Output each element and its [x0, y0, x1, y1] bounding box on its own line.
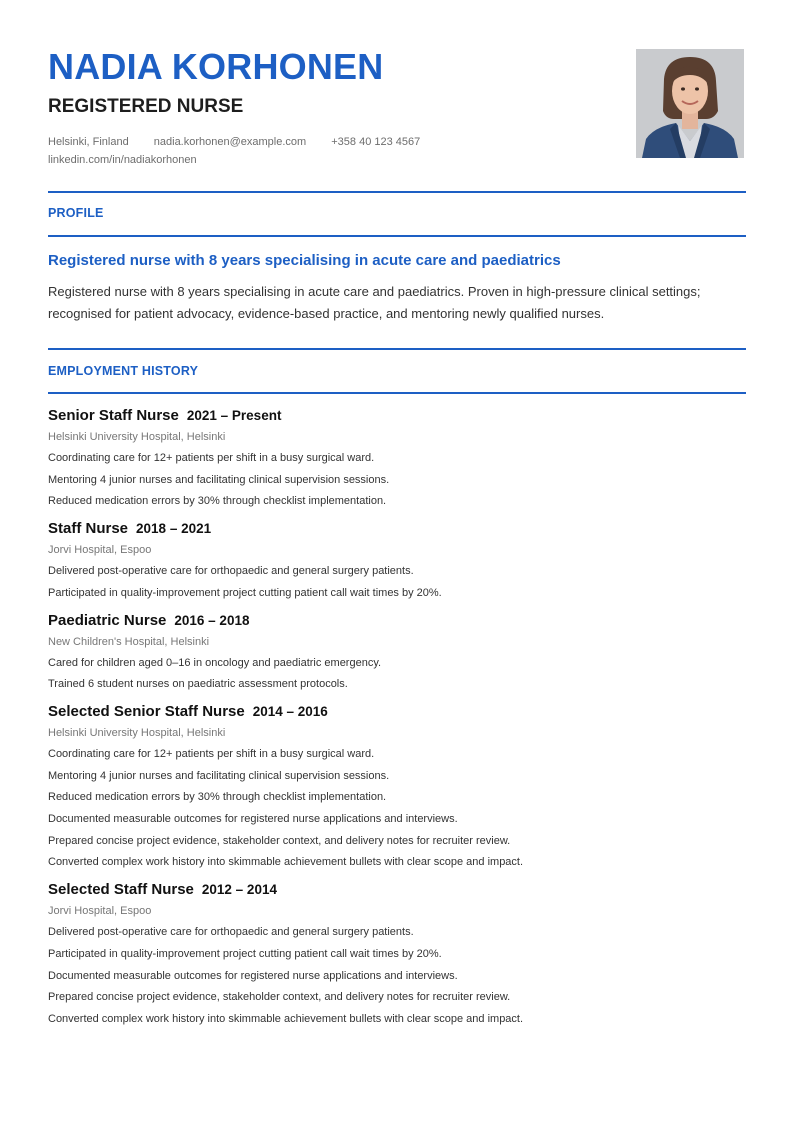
job-bullet: Prepared concise project evidence, stakeholder context, and delivery notes for recruiter review. — [48, 991, 511, 1004]
contact-info — [48, 133, 442, 169]
job-bullet: Converted complex work history into skimmable achievement bullets with clear scope and impact. — [48, 856, 524, 869]
job-role: Selected Senior Staff Nurse — [48, 702, 245, 720]
job-bullet: Coordinating care for 12+ patients per shift in a busy surgical ward. — [48, 747, 375, 760]
job-bullet: Mentoring 4 junior nurses and facilitating clinical supervision sessions. — [48, 769, 390, 782]
job-dates: 2016 – 2018 — [174, 612, 250, 628]
section-divider — [48, 392, 746, 394]
job-entry — [48, 518, 746, 604]
phone: +358 40 123 4567 — [331, 136, 421, 148]
profile-photo — [636, 49, 744, 158]
profile-summary: Registered nurse with 8 years specialising in acute care and paediatrics. Proven in high-pressure clinical settings; recognised for patient advocacy, evidence-based practice, and mentoring newly qualified nurses. — [48, 284, 701, 321]
employment-heading: EMPLOYMENT HISTORY — [48, 364, 199, 378]
profile-heading: PROFILE — [48, 206, 104, 220]
section-divider — [48, 191, 746, 193]
section-divider — [48, 348, 746, 350]
job-role: Selected Staff Nurse — [48, 881, 194, 899]
job-bullet: Mentoring 4 junior nurses and facilitating clinical supervision sessions. — [48, 473, 390, 486]
job-bullet: Reduced medication errors by 30% through checklist implementation. — [48, 791, 387, 804]
email-link[interactable]: nadia.korhonen@example.com — [153, 136, 307, 148]
job-bullet: Prepared concise project evidence, stakeholder context, and delivery notes for recruiter review. — [48, 834, 511, 847]
job-bullet: Documented measurable outcomes for registered nurse applications and interviews. — [48, 969, 458, 982]
job-company: Jorvi Hospital, Espoo — [48, 544, 152, 557]
job-entry — [48, 701, 746, 874]
job-entry — [48, 879, 746, 1031]
linkedin-link[interactable]: linkedin.com/in/nadiakorhonen — [48, 154, 197, 166]
job-company: Jorvi Hospital, Espoo — [48, 905, 152, 918]
job-role: Staff Nurse — [48, 520, 129, 538]
job-dates: 2014 – 2016 — [252, 703, 328, 719]
section-divider — [48, 235, 746, 237]
job-entry — [48, 610, 746, 696]
job-bullet: Trained 6 student nurses on paediatric assessment protocols. — [48, 678, 348, 691]
job-bullet: Reduced medication errors by 30% through checklist implementation. — [48, 495, 387, 508]
candidate-name: NADIA KORHONEN — [48, 46, 384, 87]
job-bullet: Participated in quality-improvement project cutting patient call wait times by 20%. — [48, 947, 442, 960]
employment-list — [48, 405, 746, 1036]
job-entry — [48, 405, 746, 513]
job-title: REGISTERED NURSE — [48, 96, 244, 117]
job-dates: 2018 – 2021 — [136, 521, 212, 537]
job-dates: 2021 – Present — [186, 408, 282, 423]
location: Helsinki, Finland — [48, 136, 129, 148]
profile-headline: Registered nurse with 8 years specialising in acute care and paediatrics — [48, 252, 561, 269]
job-company: Helsinki University Hospital, Helsinki — [48, 726, 226, 739]
job-bullet: Delivered post-operative care for orthopaedic and general surgery patients. — [48, 926, 414, 939]
job-bullet: Delivered post-operative care for orthopaedic and general surgery patients. — [48, 565, 414, 578]
job-dates: 2012 – 2014 — [201, 882, 277, 898]
job-role: Paediatric Nurse — [48, 611, 167, 629]
job-bullet: Participated in quality-improvement project cutting patient call wait times by 20%. — [48, 586, 442, 599]
job-company: Helsinki University Hospital, Helsinki — [48, 431, 226, 443]
job-role: Senior Staff Nurse — [48, 407, 179, 424]
job-bullet: Coordinating care for 12+ patients per shift in a busy surgical ward. — [48, 452, 375, 464]
job-bullet: Converted complex work history into skimmable achievement bullets with clear scope and impact. — [48, 1012, 524, 1025]
job-bullet: Documented measurable outcomes for registered nurse applications and interviews. — [48, 813, 458, 826]
job-bullet: Cared for children aged 0–16 in oncology and paediatric emergency. — [48, 656, 382, 669]
job-company: New Children's Hospital, Helsinki — [48, 635, 210, 648]
